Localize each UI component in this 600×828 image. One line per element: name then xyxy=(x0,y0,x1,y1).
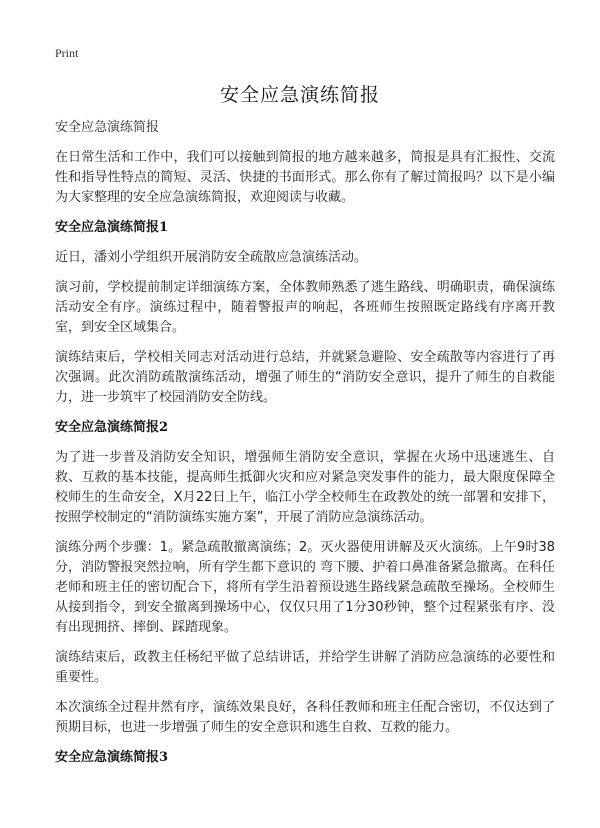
section-1-paragraph: 演练结束后，学校相关同志对活动进行总结，并就紧急避险、安全疏散等内容进行了再次强调。此次消防疏散演练活动，增强了师生的“消防安全意识，提升了师生的自救能力，进一步筑牢了校园消防安全防线。 xyxy=(55,350,555,405)
document-subtitle: 安全应急演练简报 xyxy=(55,120,160,135)
intro-paragraph: 在日常生活和工作中，我们可以接触到简报的地方越来越多，简报是具有汇报性、交流性和指导性特点的简短、灵活、快捷的书面形式。那么你有了解过简报吗？以下是小编为大家整理的安全应急演练简报，欢迎阅读与收藏。 xyxy=(55,150,555,205)
section-heading-2: 安全应急演练简报2 xyxy=(55,420,169,435)
section-2-paragraph: 为了进一步普及消防安全知识，增强师生消防安全意识，掌握在火场中迅速逃生、自救、互救的基本技能，提高师生抵御火灾和应对紧急突发事件的能力，最大限度保障全校师生的生命安全，X月22日上午，临江小学全校师生在政教处的统一部署和安排下，按照学校制定的“消防演练实施方案”，开展了消防应急演练活动。 xyxy=(55,450,555,525)
document-body xyxy=(55,118,555,778)
document-title: 安全应急演练简报 xyxy=(219,84,380,106)
print-link[interactable]: Print xyxy=(55,46,79,60)
section-heading-1: 安全应急演练简报1 xyxy=(55,220,169,235)
section-2-paragraph: 演练结束后，政教主任杨纪平做了总结讲话，并给学生讲解了消防应急演练的必要性和重要性。 xyxy=(55,650,555,685)
section-1-paragraph: 演习前，学校提前制定详细演练方案，全体教师熟悉了逃生路线、明确职责，确保演练活动安全有序。演练过程中，随着警报声的响起，各班师生按照既定路线有序离开教室，到安全区域集合。 xyxy=(55,280,555,335)
section-1-paragraph: 近日，潘刘小学组织开展消防安全疏散应急演练活动。 xyxy=(55,250,368,265)
section-2-paragraph: 本次演练全过程井然有序，演练效果良好，各科任教师和班主任配合密切，不仅达到了预期目标，也进一步增强了师生的安全意识和逃生自救、互救的能力。 xyxy=(55,700,555,735)
section-heading-3: 安全应急演练简报3 xyxy=(55,750,169,765)
section-2-paragraph: 演练分两个步骤：1。紧急疏散撤离演练；2。灭火器使用讲解及灭火演练。上午9时38分，消防警报突然拉响，所有学生都下意识的 弯下腰、护着口鼻准备紧急撤离。在科任老师和班主任的密切配合下，将所有学生沿着预设逃生路线紧急疏散至操场。全校师生从接到指令，到安全撤离到操场中心，仅仅只用了1分30秒钟，整个过程紧张有序、没有出现拥挤、摔倒、踩踏现象。 xyxy=(55,540,555,635)
